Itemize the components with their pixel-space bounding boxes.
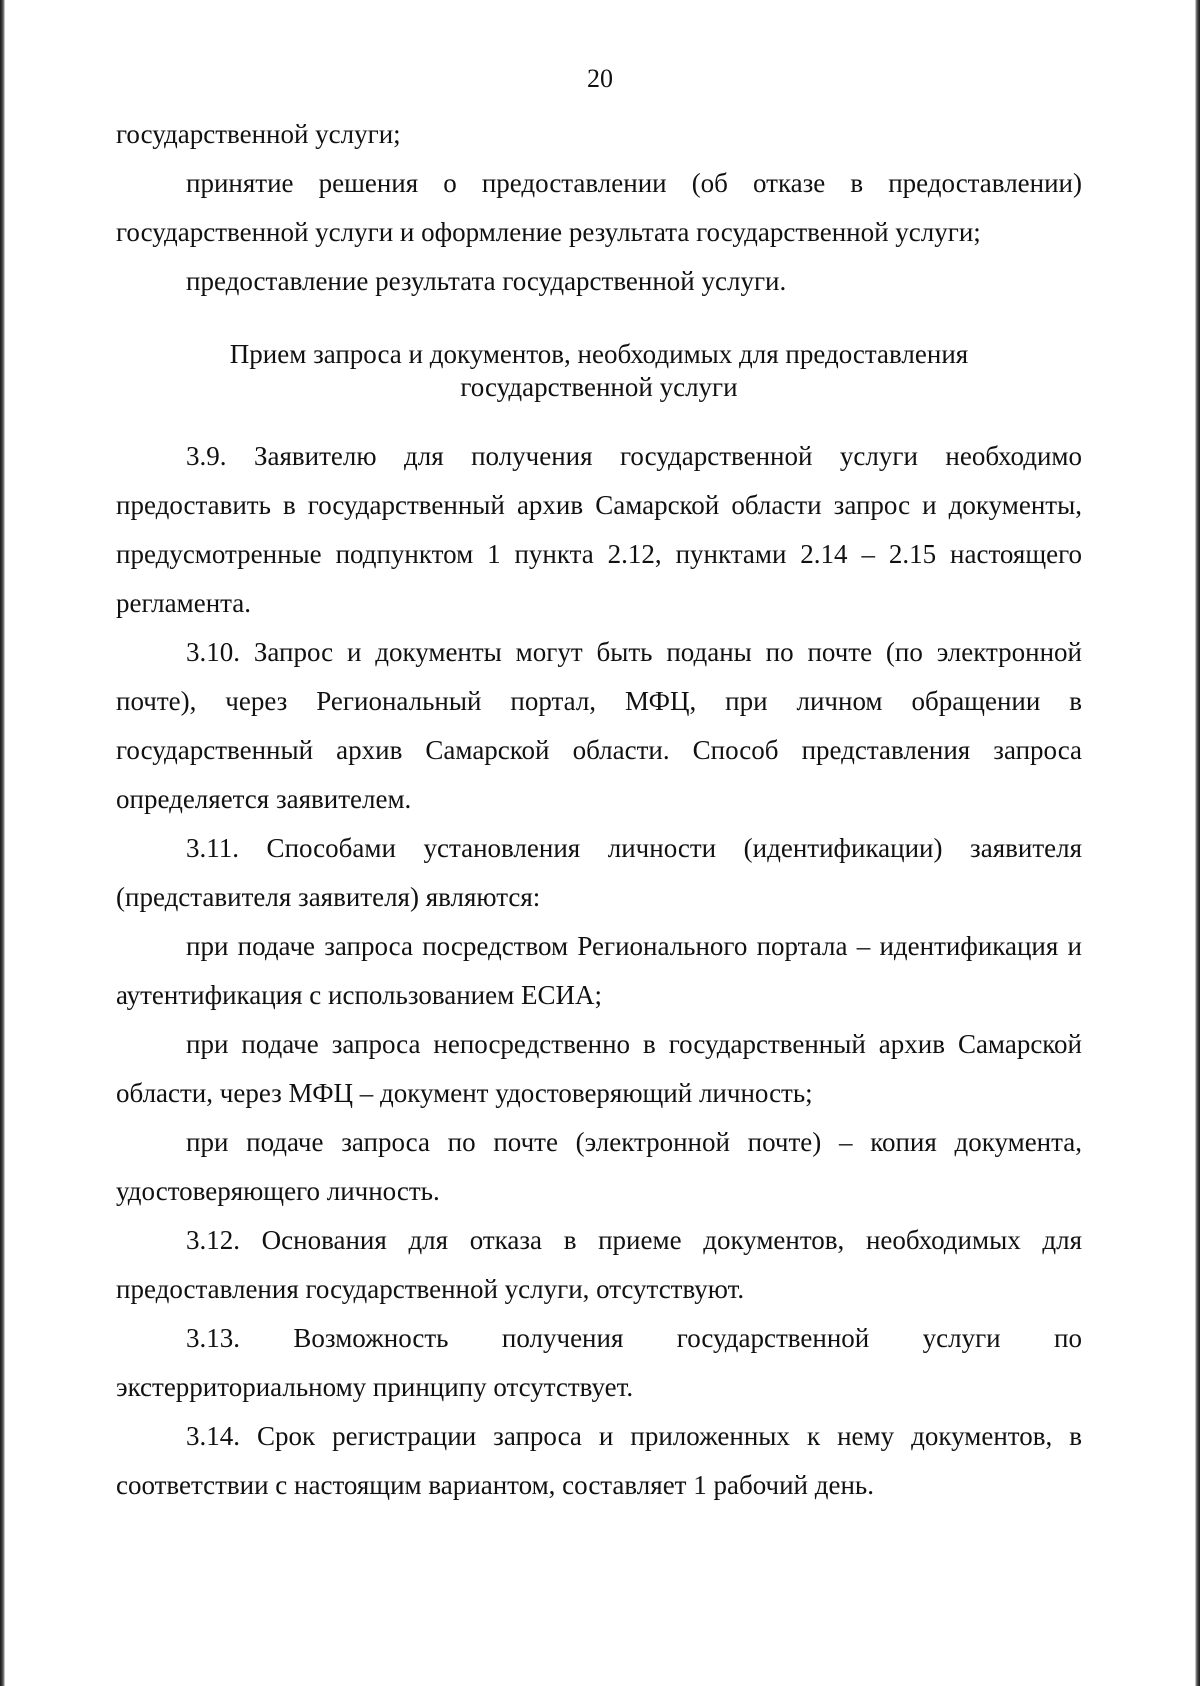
section-heading-line: государственной услуги [460,372,738,402]
clause-3-9: 3.9. Заявителю для получения государственной услуги необходимо предоставить в государственный архив Самарской области запрос и документы, предусмотренные подпунктом 1 пункта 2.12, пунктами 2.14 – 2.15 настоящего регламента. [116,441,1082,618]
clause-3-13: 3.13. Возможность получения государственной услуги по экстерриториальному принципу отсутствует. [116,1323,1082,1402]
clause-3-11-item: при подаче запроса непосредственно в государственный архив Самарской области, через МФЦ – документ удостоверяющий личность; [116,1029,1082,1108]
page-number: 20 [587,64,613,93]
clause-3-10: 3.10. Запрос и документы могут быть поданы по почте (по электронной почте), через Региональный портал, МФЦ, при личном обращении в государственный архив Самарской области. Способ представления запроса определяется заявителем. [116,637,1082,814]
paragraph: государственной услуги; [116,119,401,149]
clause-3-11-item: при подаче запроса посредством Регионального портала – идентификация и аутентификация с использованием ЕСИА; [116,931,1082,1010]
section-heading-line: Прием запроса и документов, необходимых для предоставления [229,339,969,369]
scan-edge-left [0,0,5,1686]
clause-3-14: 3.14. Срок регистрации запроса и приложенных к нему документов, в соответствии с настоящим вариантом, составляет 1 рабочий день. [116,1421,1082,1500]
paragraph: принятие решения о предоставлении (об отказе в предоставлении) государственной услуги и оформление результата государственной услуги; [116,168,1082,247]
document-body [116,110,1082,1510]
paragraph: предоставление результата государственной услуги. [186,266,787,296]
scan-edge-right [1195,0,1200,1686]
clause-3-11-item: при подаче запроса по почте (электронной почте) – копия документа, удостоверяющего личность. [116,1127,1082,1206]
clause-3-11: 3.11. Способами установления личности (идентификации) заявителя (представителя заявителя) являются: [116,833,1082,912]
clause-3-12: 3.12. Основания для отказа в приеме документов, необходимых для предоставления государственной услуги, отсутствуют. [116,1225,1082,1304]
section-heading [116,338,1082,404]
